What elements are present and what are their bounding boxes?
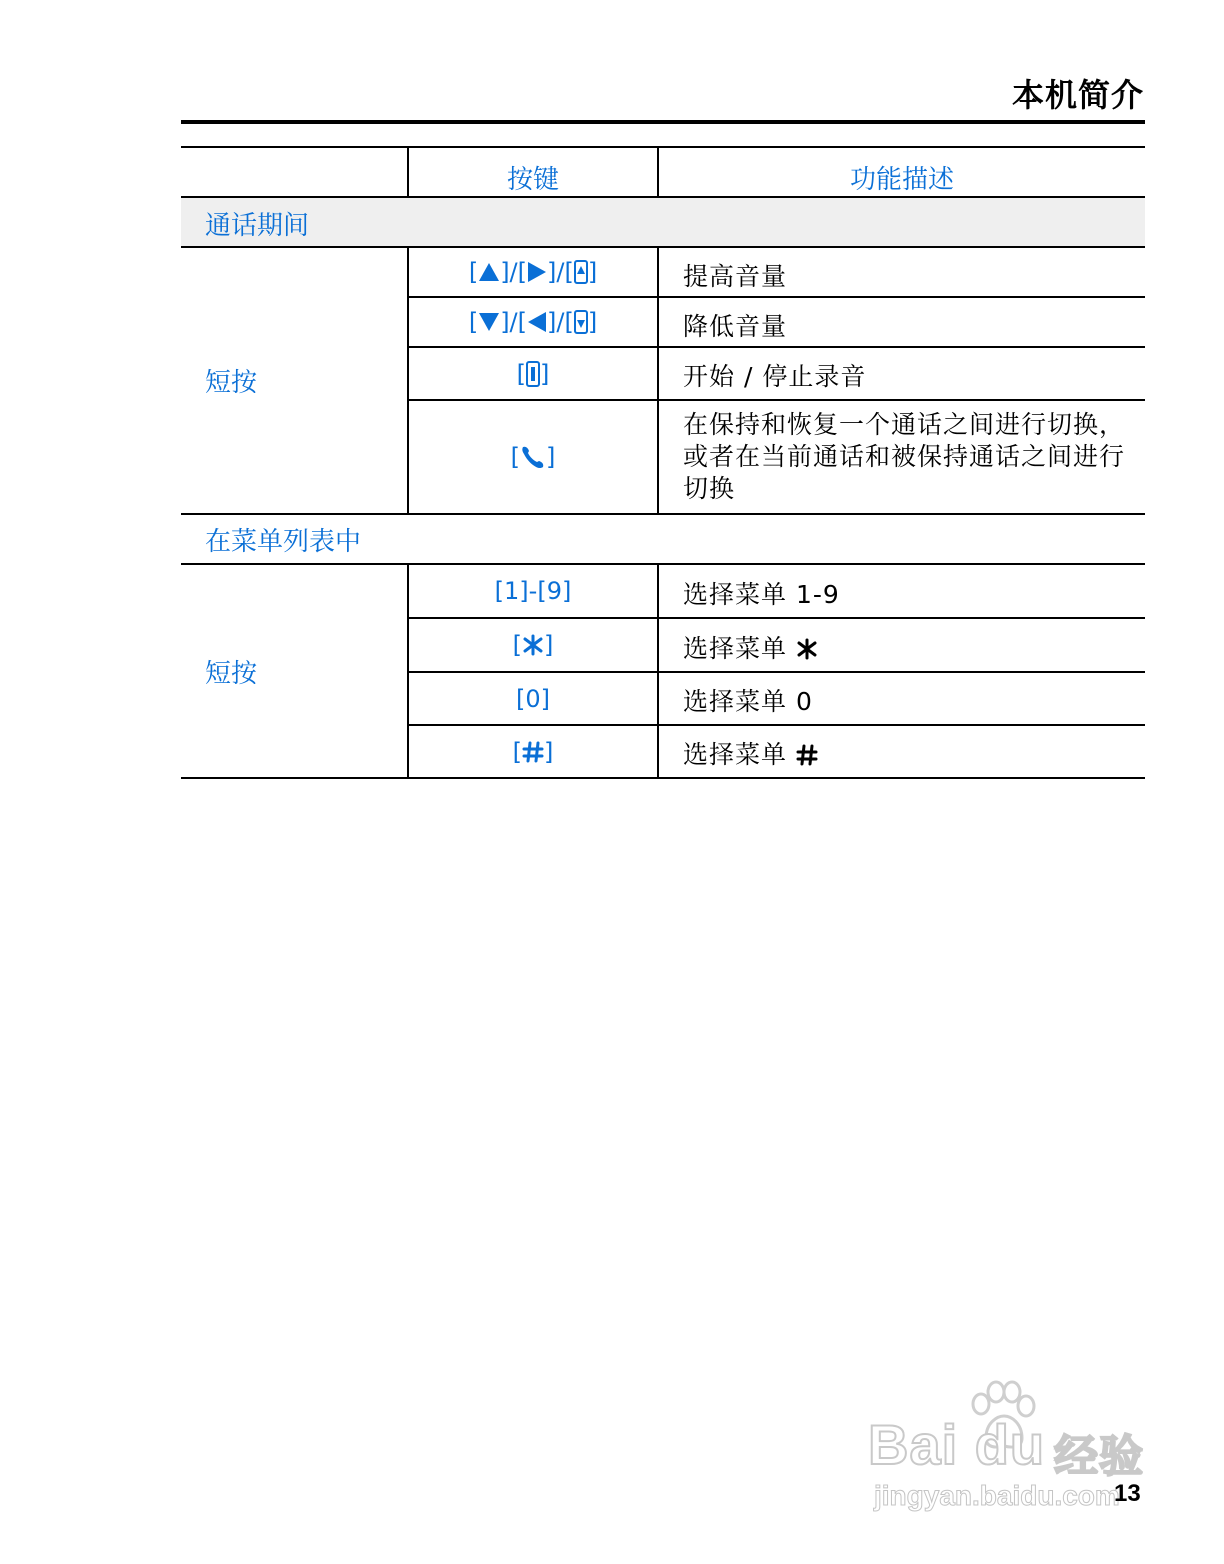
left-triangle-icon (527, 311, 547, 333)
desc-volume-down: 降低音量 (683, 312, 788, 341)
watermark-brand-cn: 经验 (1054, 1431, 1144, 1482)
hash-key-icon (796, 744, 818, 766)
page-title: 本机简介 (1011, 76, 1144, 114)
action-short-press-2: 短按 (205, 658, 258, 689)
key-call: [ ] (510, 443, 556, 471)
column-header-description: 功能描述 (849, 164, 954, 195)
hash-key-icon (522, 741, 544, 763)
desc-call-switch: 在保持和恢复一个通话之间进行切换，或者在当前通话和被保持通话之间进行切换 (683, 410, 1126, 503)
key-function-table (181, 146, 1145, 780)
volume-up-side-key-icon (574, 260, 588, 284)
page-number: 13 (1114, 1480, 1141, 1507)
action-short-press-1: 短按 (205, 368, 258, 398)
column-header-key: 按键 (506, 164, 559, 195)
desc-select-hash-text: 选择菜单 (683, 740, 788, 769)
star-key-icon (522, 634, 544, 656)
down-triangle-icon (478, 312, 500, 332)
key-volume-down: [ ]/[ ]/[ ] (468, 308, 598, 336)
desc-volume-up: 提高音量 (683, 262, 788, 291)
desc-select-1-9: 选择菜单 1-9 (683, 580, 840, 609)
call-handset-icon (520, 444, 546, 470)
section-title-in-menu-list: 在菜单列表中 (205, 526, 362, 557)
key-hash: [ ] (512, 737, 554, 766)
desc-select-hash (659, 726, 1145, 784)
watermark-url: jingyan.baidu.com (874, 1480, 1120, 1511)
watermark-brand: Bai du (868, 1413, 1046, 1476)
key-volume-up: [ ]/[ ]/[ ] (468, 258, 598, 286)
key-record: [ ] (516, 359, 550, 388)
desc-select-0: 选择菜单 0 (683, 687, 813, 716)
title-rule (181, 120, 1145, 124)
star-key-icon (796, 638, 818, 660)
right-triangle-icon (527, 261, 547, 283)
record-side-key-icon (526, 361, 540, 387)
key-1-9: [1]-[9] (494, 577, 572, 605)
up-triangle-icon (478, 262, 500, 282)
desc-select-star (659, 619, 1145, 679)
key-0: [0] (516, 684, 550, 713)
section-title-during-call: 通话期间 (205, 210, 310, 241)
volume-down-side-key-icon (574, 310, 588, 334)
desc-select-star-text: 选择菜单 (683, 634, 788, 663)
desc-record: 开始 / 停止录音 (683, 361, 867, 391)
key-star: [ ] (512, 631, 554, 659)
